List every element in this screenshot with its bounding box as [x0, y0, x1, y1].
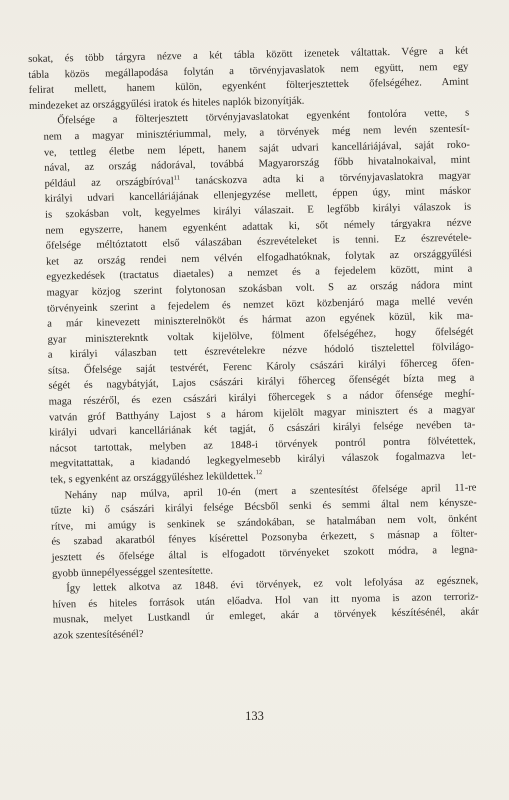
text-line: azok szentesítésénél? — [53, 628, 144, 642]
text-line: tűzte ki) ő császári királyi felsége Bécsből senki és semmi által nem kénysze- — [50, 497, 477, 517]
text-line: gyar miniszterekntk voltak kijelölve, fölment őfelségéhez, hogy őfelségét — [47, 326, 474, 346]
text-line: törvényeink szerint a fejedelem és nemzet közt közbenjáró maga mellé vevén — [46, 295, 473, 315]
text-line: Így lettek alkotva az 1848. évi törvények, ez volt lefolyása az egésznek, — [66, 575, 479, 595]
text-line: egyezkedések (tractatus diaetales) a nemzet és a fejedelem között, mint a — [46, 263, 473, 284]
paragraph-2 — [29, 106, 476, 489]
text-line: musnak, melyet Lustkandl úr emleget, akár a törvények készítésénél, akár — [52, 606, 479, 627]
text-line: ve, tettleg életbe nem lépett, hanem saját udvari kancelláriájával, saját roko- — [43, 139, 470, 159]
text-line: nával, az ország nádorával, továbbá Magyarország főbb hivatalnokaival, mint — [44, 154, 471, 174]
text-line: a már kinevezett miniszterelnököt és hármat azon egyének közül, kik ma- — [47, 310, 474, 330]
page-number: 133 — [245, 709, 264, 723]
text-line: híven és hiteles források után előadva. Hol van itt nyoma is azon terroriz- — [52, 591, 479, 611]
text-line: Nehány nap múlva, april 10-én (mert a szentesítést őfelsége april 11-re — [64, 482, 477, 502]
text-line: felirat mellett, hanem külön, egyenként fölterjesztettek őfelségéhez. Amint — [28, 76, 469, 97]
text-fragment: tek, s egyenként az országgyűléshez leküldettek. — [50, 470, 256, 486]
text-line: vatván gróf Batthyány Lajost s a három kijelölt magyar minisztert és a magyar — [48, 404, 476, 424]
text-line: sítsa. Őfelsége saját testvérét, Ferenc Károly császári királyi főherceg őfen- — [48, 357, 475, 377]
text-fragment: tanácskozva adta ki a törvényjavaslatokra magyar — [179, 170, 471, 187]
footnote-marker: 12 — [255, 469, 263, 477]
text-line: Őfelsége a fölterjesztett törvényjavaslatokat egyenként fontolóra vette, s — [57, 107, 470, 127]
text-line: rítve, mi amúgy is senkinek se szándokában, se hatalmában nem volt, önként — [51, 513, 478, 533]
body-text — [28, 44, 479, 645]
text-line: királyi udvari kancelláriájának ellenjegyzése mellett, éppen úgy, mint máskor — [44, 185, 471, 206]
text-fragment: például az országbíróval — [44, 175, 174, 190]
text-line: nem egyszerre, hanem egyenként adattak ki, sőt némely tárgyakra nézve — [45, 217, 472, 237]
text-line: gyobb ünnepélyességgel szentesítette. — [51, 565, 214, 580]
text-line: királyi udvari kancelláriának két tagját, ő császári királyi felsége nevében ta- — [49, 419, 476, 439]
text-line: tábla közös megállapodása folytán a törvényjavaslatok nem együtt, nem egy — [28, 61, 469, 81]
text-line: jesztett és őfelsége által is elfogadott törvényeket szokott módra, a legna- — [51, 544, 478, 564]
text-line: őfelsége méltóztatott első válaszában észrevételeket is tenni. Ez észrevétele- — [45, 232, 472, 252]
paragraph-4 — [38, 574, 479, 645]
paragraph-3 — [36, 480, 478, 582]
text-line: nem a magyar minisztériummal, mely, a törvények még nem levén szentesít- — [43, 123, 470, 143]
text-line: maga részéről, és ezen császári királyi főhercegek s a nádor őfensége meghí- — [48, 388, 475, 408]
text-line: nácsot tartottak, melyben az 1848-i törvények pontról pontra fölvétettek, — [49, 435, 476, 455]
paragraph-1 — [28, 44, 469, 115]
text-line: és szabad akaratból fényes kísérettel Pozsonyba érkezett, s másnap a fölter- — [51, 528, 478, 549]
text-line: ket az ország rendei nem vélvén elfogadhatóknak, folytak az országgyűlési — [45, 248, 473, 268]
text-line: megvitattattak, a kiadandó legkegyelmesebb királyi válaszok fogalmazva let- — [49, 450, 476, 471]
text-line: mindezeket az országgyűlési iratok és hiteles naplók bizonyítják. — [28, 95, 305, 112]
text-line: ségét és nagybátyját, Lajos császári királyi főherceg őfenségét bízta meg a — [48, 372, 475, 393]
text-line: magyar közjog szerint folytonosan szokásban volt. S az ország nádora mint — [46, 279, 473, 299]
text-line: sokat, és több tárgyra nézve a két tábla között izenetek váltattak. Végre a két — [28, 45, 469, 65]
text-line: a királyi válaszban tett észrevételekre nézve hódoló tisztelettel fölvilágo- — [47, 341, 474, 361]
footnote-marker: 11 — [173, 174, 180, 182]
text-line: is szokásban volt, kegyelmes királyi válaszait. E legfőbb királyi válaszok is — [45, 201, 472, 221]
